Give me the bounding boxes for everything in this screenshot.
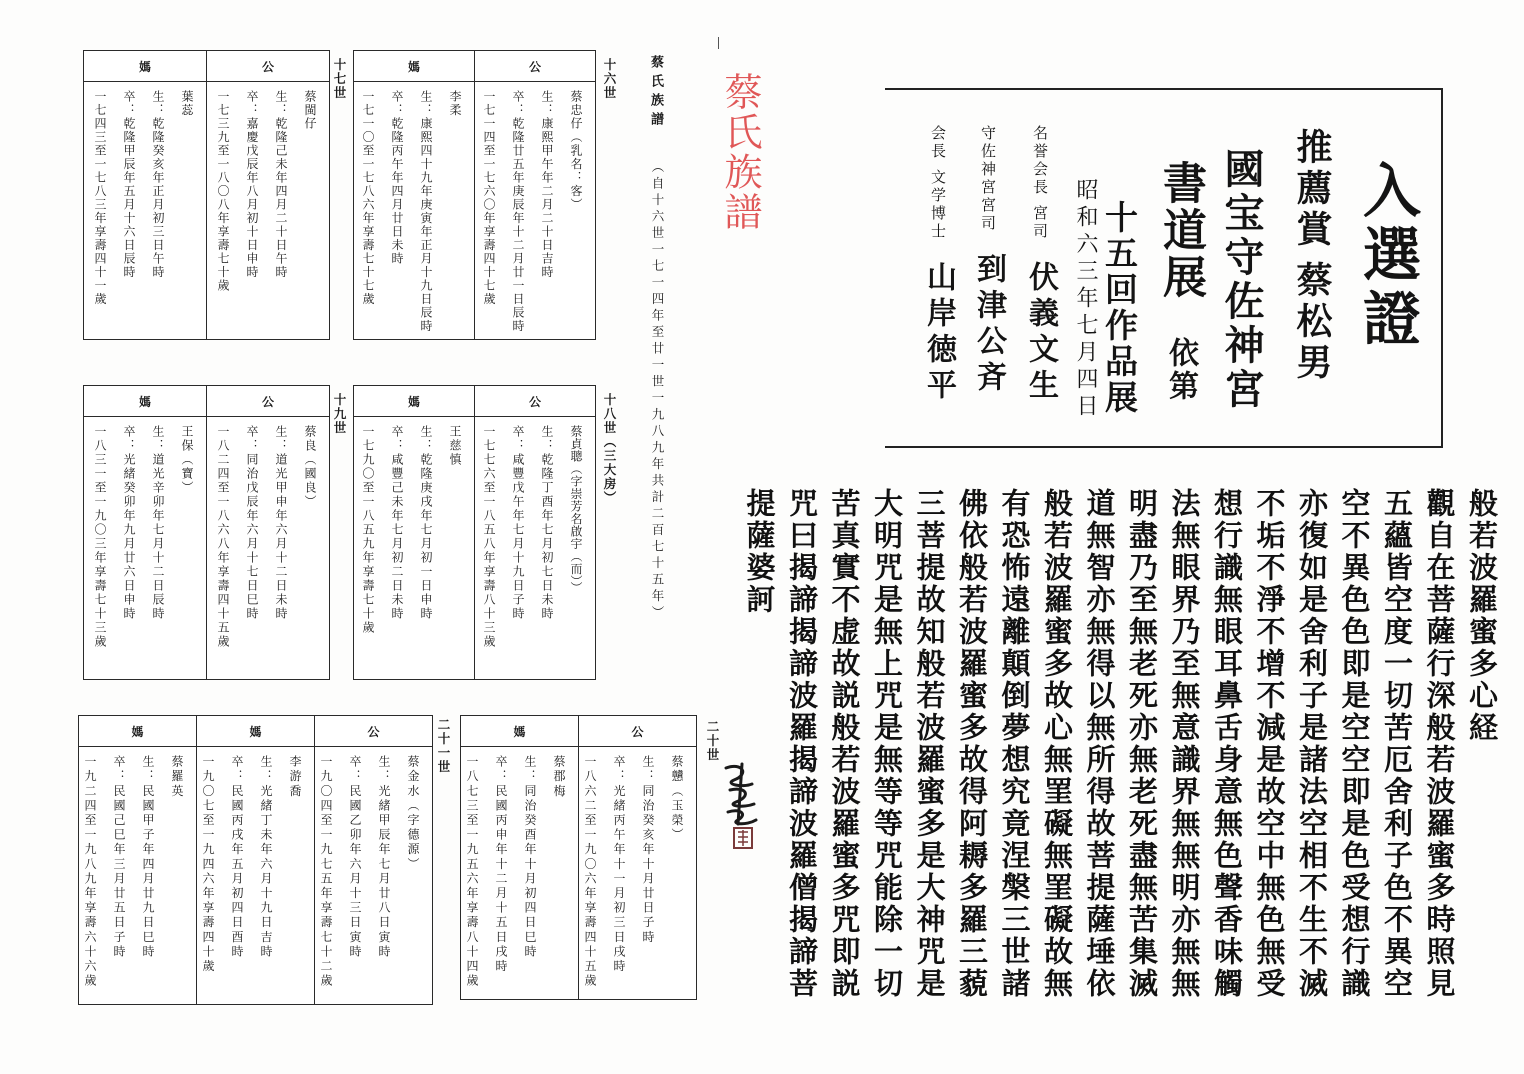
award-name: 推薦賞 bbox=[1291, 128, 1333, 251]
mother-entry bbox=[354, 417, 475, 679]
signatory-role: 名誉会長 宮司 bbox=[1031, 125, 1049, 241]
birth-record: 生：乾隆癸亥年正月初三日午時 bbox=[151, 90, 165, 279]
signatory-role: 守佐神宮宮司 bbox=[979, 125, 997, 233]
certificate-award-line bbox=[1290, 128, 1334, 384]
lifespan: 一八六二至一九〇六年享壽四十五歲 bbox=[583, 755, 597, 989]
table-body bbox=[84, 82, 329, 339]
genealogy-table-gen16 bbox=[353, 50, 596, 340]
birth-record: 生：乾隆己未年四月二十日午時 bbox=[274, 90, 288, 279]
lifespan: 一九〇七至一九四六年享壽四十歲 bbox=[201, 755, 215, 974]
birth-record: 生：光緒甲辰年七月廿八日寅時 bbox=[377, 755, 391, 960]
lifespan: 一七一〇至一七八六年享壽七十七歲 bbox=[361, 90, 375, 306]
header-mother-2: 媽 bbox=[79, 716, 197, 746]
birth-record: 生：乾隆丁酉年七月初七日未時 bbox=[540, 425, 554, 621]
death-record: 卒：光緒丙午年十一月初三日戌時 bbox=[612, 755, 626, 974]
birth-record: 生：民國甲子年四月廿九日巳時 bbox=[141, 755, 155, 960]
death-record: 卒：乾隆丙午年四月廿日未時 bbox=[390, 90, 404, 266]
death-record: 卒：民國丙戌年五月初四日酉時 bbox=[230, 755, 244, 960]
mother-entry bbox=[461, 747, 579, 999]
death-record: 卒：光緒癸卯年九月廿六日申時 bbox=[122, 425, 136, 621]
sutra-line: 佛依般若波羅蜜多故得阿耨多羅三藐 bbox=[955, 488, 989, 1000]
person-name: 蔡忠仔（乳名：客） bbox=[569, 90, 583, 212]
generation-label-17: 十七世 bbox=[332, 58, 347, 100]
person-name: 蔡閩仔 bbox=[303, 90, 317, 131]
certificate-title: 入選證 bbox=[1353, 160, 1421, 352]
generation-label-21: 二十一世 bbox=[436, 718, 451, 774]
certificate-exhibition bbox=[1155, 160, 1205, 403]
header-father: 公 bbox=[261, 394, 274, 409]
birth-record: 生：同治癸酉年十月初四日巳時 bbox=[523, 755, 537, 960]
exhibition-note: 依第 bbox=[1163, 337, 1198, 403]
mother-entry bbox=[84, 82, 207, 339]
table-body bbox=[84, 417, 329, 679]
table-header-row bbox=[84, 386, 329, 417]
header-father: 公 bbox=[367, 724, 380, 739]
sutra-line: 般若波羅蜜多故心無罣礙無罣礙故無 bbox=[1040, 488, 1074, 1000]
birth-record: 生：同治癸亥年十月廿日子時 bbox=[641, 755, 655, 945]
death-record: 卒：乾隆甲辰年五月十六日辰時 bbox=[122, 90, 136, 279]
person-name: 葉蕊 bbox=[180, 90, 194, 117]
heart-sutra-calligraphy bbox=[738, 488, 1503, 1013]
table-header-row bbox=[84, 51, 329, 82]
sutra-line: 大明咒是無上咒是無等等咒能除一切 bbox=[870, 488, 904, 1000]
death-record: 卒：民國丙申年十二月十五日戌時 bbox=[494, 755, 508, 974]
table-header-row bbox=[354, 386, 595, 417]
death-record: 卒：嘉慶戊辰年八月初十日申時 bbox=[245, 90, 259, 279]
table-body bbox=[354, 82, 595, 339]
death-record: 卒：同治戊辰年六月十七日巳時 bbox=[245, 425, 259, 621]
sutra-line: 明盡乃至無老死亦無老死盡無苦集滅 bbox=[1125, 488, 1159, 1000]
header-father: 公 bbox=[631, 724, 644, 739]
lifespan: 一八二四至一八六八年享壽四十五歲 bbox=[216, 425, 230, 649]
header-mother-1: 媽 bbox=[197, 716, 315, 746]
lifespan: 一七九〇至一八五九年享壽七十歲 bbox=[361, 425, 375, 635]
red-title: 蔡氏族譜 bbox=[718, 72, 762, 232]
signatory-name: 山岸徳平 bbox=[921, 260, 956, 405]
death-record: 卒：咸豐戊午年七月十九日子時 bbox=[511, 425, 525, 621]
header-mother: 媽 bbox=[354, 386, 475, 416]
header-father: 公 bbox=[261, 59, 274, 74]
header-father: 公 bbox=[528, 59, 541, 74]
birth-record: 生：康熙四十九年庚寅年正月十九日辰時 bbox=[419, 90, 433, 333]
certificate-exhibition-round: 十五回作品展 bbox=[1100, 200, 1139, 416]
recipient-name: 蔡松男 bbox=[1291, 261, 1333, 384]
person-name: 蔡貞聰（字崇芳名啟宇（而）） bbox=[569, 425, 583, 594]
book-title: 蔡氏族譜 bbox=[648, 55, 663, 131]
signatory-role: 会長 文学博士 bbox=[929, 125, 947, 241]
genealogy-table-gen17 bbox=[83, 50, 330, 340]
mother-entry bbox=[354, 82, 475, 339]
father-entry bbox=[207, 82, 329, 339]
lifespan: 一七三九至一八〇八年享壽七十歲 bbox=[216, 90, 230, 293]
sutra-line: 三菩提故知般若波羅蜜多是大神咒是 bbox=[912, 488, 947, 1000]
genealogy-table-gen18 bbox=[353, 385, 596, 680]
seal-marks bbox=[738, 830, 748, 846]
lifespan: 一九〇四至一九七五年享壽七十二歲 bbox=[319, 755, 333, 989]
birth-record: 生：道光辛卯年七月十二日辰時 bbox=[151, 425, 165, 621]
mother-entry bbox=[197, 747, 315, 1004]
signatory-3 bbox=[918, 125, 958, 405]
father-entry bbox=[315, 747, 432, 1004]
father-entry bbox=[475, 82, 595, 339]
sutra-line: 五蘊皆空度一切苦厄舍利子色不異空 bbox=[1380, 488, 1414, 1000]
header-father: 公 bbox=[528, 394, 541, 409]
lifespan: 一八三一至一九〇三年享壽七十三歲 bbox=[93, 425, 107, 649]
birth-record: 生：光緒丁未年六月十九日吉時 bbox=[259, 755, 273, 960]
signature bbox=[712, 760, 768, 852]
certificate-organizer: 國宝守佐神宮 bbox=[1218, 148, 1265, 412]
person-name: 王慈慎 bbox=[448, 425, 462, 467]
person-name: 蔡戇（玉榮） bbox=[670, 755, 684, 843]
header-mother: 媽 bbox=[84, 51, 207, 81]
person-name: 蔡金水（字德源） bbox=[406, 755, 420, 872]
birth-record: 生：道光甲申年六月十二日未時 bbox=[274, 425, 288, 621]
signatory-1 bbox=[1020, 125, 1060, 405]
person-name: 李游喬 bbox=[288, 755, 302, 799]
signatory-2 bbox=[968, 125, 1008, 397]
generation-label-19: 十九世 bbox=[332, 393, 347, 435]
header-mother: 媽 bbox=[84, 386, 207, 416]
signatory-name: 伏義文生 bbox=[1023, 260, 1058, 405]
person-name: 李柔 bbox=[448, 90, 462, 117]
table-body bbox=[354, 417, 595, 679]
lifespan: 一七七六至一八五八年享壽八十三歲 bbox=[482, 425, 496, 649]
header-mother: 媽 bbox=[461, 716, 579, 746]
generation-label-16: 十六世 bbox=[602, 58, 617, 100]
exhibition-name: 書道展 bbox=[1155, 160, 1206, 301]
sutra-line: 咒曰揭諦揭諦波羅揭諦波羅僧揭諦菩 bbox=[785, 488, 819, 1000]
certificate-date: 昭和六三年七月四日 bbox=[1073, 178, 1098, 421]
signatory-name: 到津公斉 bbox=[971, 253, 1006, 397]
sutra-line: 有恐怖遠離顛倒夢想究竟涅槃三世諸 bbox=[997, 488, 1032, 1000]
sutra-line: 空不異色色即是空空即是色受想行識 bbox=[1337, 488, 1372, 1000]
lifespan: 一七四三至一七八三年享壽四十一歲 bbox=[93, 90, 107, 306]
table-header-row bbox=[461, 716, 696, 747]
death-record: 卒：民國乙卯年六月十三日寅時 bbox=[348, 755, 362, 960]
sutra-line: 觀自在菩薩行深般若波羅蜜多時照見 bbox=[1422, 488, 1457, 1000]
mother-entry bbox=[79, 747, 197, 1004]
sutra-line: 亦復如是舍利子是諸法空相不生不滅 bbox=[1295, 488, 1329, 1000]
header-mother: 媽 bbox=[354, 51, 475, 81]
sutra-line: 不垢不淨不增不減是故空中無色無受 bbox=[1252, 488, 1287, 1000]
generation-label-20: 二十世 bbox=[705, 720, 720, 762]
lifespan: 一七一四至一七六〇年享壽四十七歲 bbox=[482, 90, 496, 306]
genealogy-table-gen20 bbox=[460, 715, 697, 1000]
person-name: 蔡羅英 bbox=[170, 755, 184, 799]
lifespan: 一八七三至一九五六年享壽八十四歲 bbox=[465, 755, 479, 989]
table-body bbox=[461, 747, 696, 999]
mother-entry bbox=[84, 417, 207, 679]
sutra-line: 道無智亦無得以無所得故菩提薩埵依 bbox=[1082, 488, 1117, 1000]
father-entry bbox=[475, 417, 595, 679]
father-entry bbox=[207, 417, 329, 679]
person-name: 蔡郡梅 bbox=[552, 755, 566, 799]
death-record: 卒：咸豐己未年七月初二日未時 bbox=[390, 425, 404, 621]
lifespan: 一九二四至一九八九年享壽六十六歲 bbox=[83, 755, 97, 989]
table-header-row bbox=[354, 51, 595, 82]
margin-tick bbox=[718, 37, 719, 49]
sutra-line: 提薩婆訶 bbox=[742, 488, 777, 616]
sutra-title: 般若波羅蜜多心経 bbox=[1465, 488, 1499, 744]
person-name: 蔡良（國良） bbox=[303, 425, 317, 509]
birth-record: 生：康熙甲午年二月二十日吉時 bbox=[540, 90, 554, 279]
father-entry bbox=[579, 747, 696, 999]
death-record: 卒：民國己巳年三月廿五日子時 bbox=[112, 755, 126, 960]
death-record: 卒：乾隆廿五年庚辰年十二月廿一日辰時 bbox=[511, 90, 525, 333]
genealogy-table-gen19 bbox=[83, 385, 330, 680]
person-name: 王保（寶） bbox=[180, 425, 194, 495]
table-header-row bbox=[79, 716, 432, 747]
sutra-line: 法無眼界乃至無意識界無無明亦無無 bbox=[1167, 488, 1202, 1000]
sutra-line: 想行識無眼耳鼻舌身意無色聲香味觸 bbox=[1210, 488, 1244, 1000]
signature-stroke bbox=[726, 764, 756, 824]
sutra-line: 苦真實不虚故説般若波羅蜜多咒即説 bbox=[827, 488, 862, 1000]
birth-record: 生：乾隆庚戌年七月初一日申時 bbox=[419, 425, 433, 621]
span-note: （自十六世一七一四年至廿一世一九八九年共計二百七十五年） bbox=[650, 160, 665, 622]
table-body bbox=[79, 747, 432, 1004]
genealogy-table-gen21 bbox=[78, 715, 433, 1005]
generation-label-18: 十八世（三大房） bbox=[602, 393, 617, 505]
